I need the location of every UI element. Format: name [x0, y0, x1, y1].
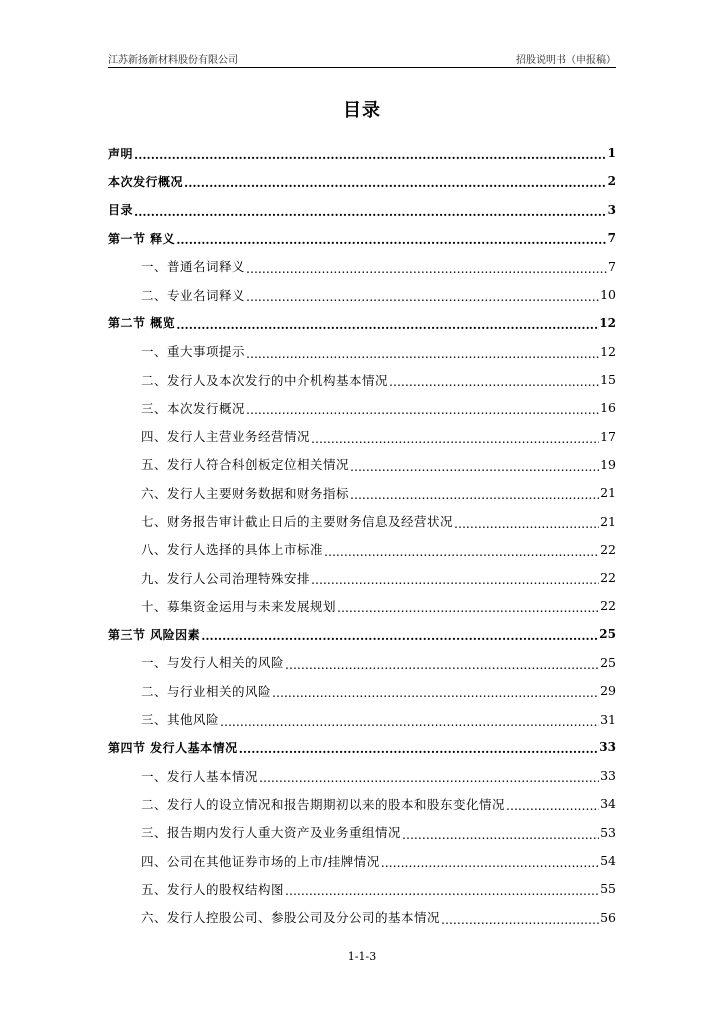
toc-subsection-entry[interactable] [108, 365, 616, 393]
toc-subsection-entry[interactable] [108, 762, 616, 790]
toc-dot-leader [311, 431, 599, 446]
toc-entry-page-number: 3 [607, 202, 616, 217]
toc-dot-leader [176, 233, 606, 247]
toc-dot-leader [454, 516, 599, 531]
toc-entry-label: 六、发行人主要财务数据和财务指标 [141, 485, 350, 501]
toc-entry-page-number: 31 [600, 711, 616, 727]
toc-dot-leader [311, 572, 599, 587]
toc-section-entry[interactable] [108, 620, 616, 648]
toc-entry-page-number: 33 [600, 768, 616, 784]
toc-subsection-entry[interactable] [108, 422, 616, 450]
toc-entry-page-number: 7 [608, 258, 616, 274]
toc-dot-leader [220, 714, 599, 729]
toc-entry-page-number: 22 [600, 541, 616, 557]
toc-section-entry[interactable] [108, 224, 616, 252]
toc-subsection-entry[interactable] [108, 705, 616, 733]
toc-dot-leader [259, 770, 599, 785]
toc-entry-label: 一、与发行人相关的风险 [141, 655, 285, 671]
toc-section-entry[interactable] [108, 309, 616, 337]
toc-dot-leader [285, 657, 599, 672]
toc-entry-page-number: 34 [600, 796, 616, 812]
toc-entry-label: 五、发行人的股权结构图 [141, 881, 285, 897]
toc-subsection-entry[interactable] [108, 394, 616, 422]
toc-dot-leader [324, 544, 599, 559]
header-company-name: 江苏新扬新材料股份有限公司 [108, 55, 238, 66]
toc-entry-label: 第二节 概览 [108, 316, 176, 331]
toc-subsection-entry[interactable] [108, 875, 616, 903]
toc-subsection-entry[interactable] [108, 252, 616, 280]
toc-entry-label: 一、重大事项提示 [141, 344, 246, 360]
toc-entry-label: 一、普通名词释义 [141, 259, 246, 275]
page-footer [0, 950, 724, 963]
toc-entry-label: 二、发行人的设立情况和报告期期初以来的股本和股东变化情况 [141, 796, 506, 812]
toc-dot-leader [239, 742, 599, 756]
toc-subsection-entry[interactable] [108, 648, 616, 676]
toc-entry-page-number: 19 [600, 456, 616, 472]
toc-dot-leader [272, 685, 599, 700]
table-of-contents [108, 139, 616, 931]
toc-entry-page-number: 15 [600, 372, 616, 388]
toc-dot-leader [201, 629, 598, 643]
toc-entry-page-number: 7 [607, 231, 616, 246]
toc-dot-leader [389, 374, 599, 389]
page-title: 目录 [343, 100, 381, 121]
toc-dot-leader [402, 827, 599, 842]
footer-page-number: 1-1-3 [347, 950, 377, 963]
toc-entry-page-number: 33 [599, 740, 616, 755]
toc-section-entry[interactable] [108, 139, 616, 167]
toc-entry-label: 二、发行人及本次发行的中介机构基本情况 [141, 372, 389, 388]
toc-dot-leader [337, 600, 599, 615]
toc-entry-page-number: 56 [600, 909, 616, 925]
toc-subsection-entry[interactable] [108, 280, 616, 308]
toc-dot-leader [381, 855, 599, 870]
toc-section-entry[interactable] [108, 196, 616, 224]
toc-dot-leader [134, 205, 607, 219]
toc-entry-page-number: 10 [600, 287, 616, 303]
toc-dot-leader [350, 459, 599, 474]
toc-subsection-entry[interactable] [108, 818, 616, 846]
toc-subsection-entry[interactable] [108, 535, 616, 563]
toc-entry-page-number: 25 [599, 627, 616, 642]
toc-dot-leader [246, 261, 607, 276]
toc-subsection-entry[interactable] [108, 846, 616, 874]
header-divider [108, 67, 616, 68]
toc-subsection-entry[interactable] [108, 563, 616, 591]
toc-subsection-entry[interactable] [108, 790, 616, 818]
toc-dot-leader [285, 883, 599, 898]
toc-entry-label: 二、专业名词释义 [141, 287, 246, 303]
toc-subsection-entry[interactable] [108, 507, 616, 535]
toc-entry-label: 声明 [108, 146, 134, 161]
toc-entry-label: 八、发行人选择的具体上市标准 [141, 542, 324, 558]
toc-entry-label: 一、发行人基本情况 [141, 768, 259, 784]
toc-entry-label: 二、与行业相关的风险 [141, 683, 272, 699]
toc-entry-label: 四、发行人主营业务经营情况 [141, 429, 311, 445]
toc-entry-label: 四、公司在其他证券市场的上市/挂牌情况 [141, 853, 380, 869]
toc-dot-leader [134, 148, 607, 162]
toc-entry-page-number: 21 [600, 513, 616, 529]
toc-entry-page-number: 1 [607, 146, 616, 161]
toc-dot-leader [506, 798, 599, 813]
toc-subsection-entry[interactable] [108, 337, 616, 365]
toc-entry-label: 三、其他风险 [141, 712, 220, 728]
toc-dot-leader [246, 402, 599, 417]
toc-subsection-entry[interactable] [108, 479, 616, 507]
toc-section-entry[interactable] [108, 733, 616, 761]
toc-entry-page-number: 17 [600, 428, 616, 444]
toc-dot-leader [246, 289, 599, 304]
toc-entry-page-number: 29 [600, 683, 616, 699]
toc-entry-label: 十、募集资金运用与未来发展规划 [141, 598, 337, 614]
toc-entry-page-number: 12 [600, 343, 616, 359]
toc-dot-leader [350, 487, 599, 502]
toc-dot-leader [176, 318, 598, 332]
toc-entry-page-number: 53 [600, 824, 616, 840]
toc-entry-page-number: 2 [607, 174, 616, 189]
toc-entry-label: 五、发行人符合科创板定位相关情况 [141, 457, 350, 473]
toc-subsection-entry[interactable] [108, 592, 616, 620]
toc-entry-label: 六、发行人控股公司、参股公司及分公司的基本情况 [141, 910, 441, 926]
toc-section-entry[interactable] [108, 167, 616, 195]
toc-entry-label: 七、财务报告审计截止日后的主要财务信息及经营状况 [141, 514, 454, 529]
toc-entry-label: 三、本次发行概况 [141, 400, 246, 416]
toc-entry-label: 三、报告期内发行人重大资产及业务重组情况 [141, 825, 402, 841]
toc-entry-label: 第四节 发行人基本情况 [108, 740, 238, 755]
toc-entry-page-number: 25 [600, 654, 616, 670]
toc-subsection-entry[interactable] [108, 677, 616, 705]
page-header [108, 50, 616, 66]
toc-entry-page-number: 16 [600, 400, 616, 416]
toc-entry-label: 第三节 风险因素 [108, 627, 201, 642]
toc-dot-leader [441, 912, 599, 927]
toc-entry-label: 本次发行概况 [108, 174, 184, 189]
toc-entry-page-number: 12 [599, 315, 616, 330]
toc-dot-leader [246, 346, 599, 361]
toc-entry-label: 目录 [108, 203, 134, 218]
toc-entry-page-number: 55 [600, 881, 616, 897]
toc-subsection-entry[interactable] [108, 903, 616, 931]
toc-entry-page-number: 54 [600, 853, 616, 869]
toc-entry-page-number: 21 [600, 485, 616, 501]
toc-entry-label: 第一节 释义 [108, 231, 176, 246]
toc-entry-page-number: 22 [600, 598, 616, 614]
header-document-type: 招股说明书（申报稿） [516, 55, 616, 66]
toc-dot-leader [184, 176, 607, 190]
toc-entry-label: 九、发行人公司治理特殊安排 [141, 570, 311, 586]
toc-entry-page-number: 22 [600, 570, 616, 586]
toc-subsection-entry[interactable] [108, 450, 616, 478]
